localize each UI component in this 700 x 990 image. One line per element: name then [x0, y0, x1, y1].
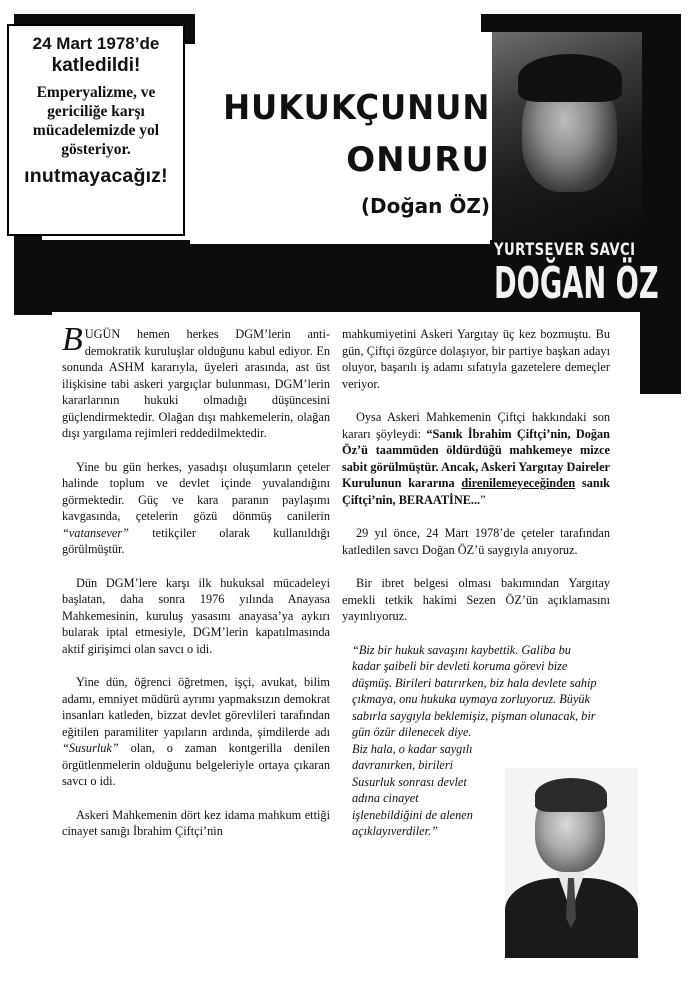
- callout-killed: katledildi!: [51, 55, 141, 76]
- paragraph-4-italic: “Susurluk”: [62, 741, 119, 755]
- paragraph-2: [62, 459, 330, 558]
- quote-line: çıkmaya, onu hukuka uymaya zorluyoruz. Büyük: [352, 692, 591, 706]
- portrait-hair: [518, 54, 622, 102]
- photo-caption: [492, 240, 659, 315]
- paragraph-r2: [342, 409, 610, 508]
- paragraph-r1: mahkumiyetini Askeri Yargıtay üç kez bozmuştu. Bu gün, Çiftçi özgürce dolaşıyor, bir partiye başkan adayı oluyor, başarılı iş adamı sıfatıyla gazetelere demeçler veriyor.: [342, 327, 610, 391]
- paragraph-r2-bold-end: sanık Çiftçi’nin, BERAATİNE...: [342, 476, 610, 507]
- paragraph-2-text-b: tetikçiler olarak kullanıldığı görülmüştür.: [62, 525, 330, 556]
- headline-line-1: HUKUKÇUNUN: [222, 88, 490, 128]
- paragraph-4-text-b: olan, o zaman kontgerilla denilen örgütlenmelerin olduğunu belgeleriyle ortaya çıkaran savcı o idi.: [62, 741, 330, 788]
- photo-caption-line-2: DOĞAN ÖZ: [494, 258, 659, 309]
- paragraph-1-text: UGÜN hemen herkes DGM’lerin anti-demokratik kuruluşlar olduğunu kabul ediyor. En sonunda ASHM kararıyla, üyeleri arasında, ast üst ilişkisine tabi askeri yargıçlar bulunması, DGM’lerin kararlarının hukuki olmadığı düşüncesini güçlendirmektedir. Olağan dışı mahkemelerin, olağan dışı yargılama rejimleri reddedilmektedir.: [62, 327, 330, 440]
- paragraph-r2-underlined: direnilemeyeceğinden: [461, 476, 576, 490]
- paragraph-1: [62, 321, 330, 442]
- article-column-right: [342, 326, 610, 840]
- headline-block: [190, 44, 490, 244]
- article-column-left: [62, 321, 330, 857]
- memorial-callout-box: [7, 24, 185, 236]
- portrait-hair: [535, 778, 607, 812]
- paragraph-5: Askeri Mahkemenin dört kez idama mahkum ettiği cinayet sanığı İbrahim Çiftçi’nin: [62, 807, 330, 838]
- quote-line: Susurluk sonrası devlet: [352, 774, 467, 789]
- headline-line-2: ONURU: [346, 140, 490, 180]
- quote-line: “Biz bir hukuk savaşını kaybettik. Galiba bu: [352, 642, 571, 657]
- paragraph-4: [62, 674, 330, 790]
- headline-subtitle: (Doğan ÖZ): [360, 194, 490, 218]
- quote-line: işlenebildiğini de alenen: [352, 807, 473, 822]
- paragraph-r4: Bir ibret belgesi olması bakımından Yargıtay emekli tetkik hakimi Sezen ÖZ’ün açıklamasını yayınlıyoruz.: [342, 576, 610, 623]
- black-frame-right: [640, 14, 681, 394]
- quote-line: kadar şaibeli bir devleti koruma görevi bize: [352, 659, 568, 673]
- paragraph-3: Dün DGM’lere karşı ilk hukuksal mücadeleyi başlatan, daha sonra 1976 yılında Anayasa Mahkemesinin, kuruluş yasasını anayasa’ya aykırı bularak iptal etmesiyle, DGM’lerin kapatılmasında aktif girişimci olan savcı o idi.: [62, 575, 330, 656]
- paragraph-r2-text: Oysa Askeri Mahkemenin Çiftçi hakkındaki son kararı şöyleydi:: [342, 410, 610, 441]
- quote-line: düşmüş. Birileri batırırken, biz hala devlete sahip: [352, 675, 597, 690]
- paragraph-2-italic: “vatansever”: [62, 525, 129, 540]
- photo-caption-line-1: YURTSEVER SAVCI: [494, 240, 636, 260]
- paragraph-r2-bold: “Sanık İbrahim Çiftçi’nin, Doğan Öz’ü taammüden öldürdüğü mahkemeye mizce sabit görülmüştür. Ancak, Askeri Yargıtay Daireler Kurulunun kararına: [342, 426, 610, 490]
- quote-line: gün özür dilenecek diye.: [352, 725, 472, 739]
- drop-cap: B: [62, 321, 83, 358]
- paragraph-2-text-a: Yine bu gün herkes, yasadışı oluşumların çeteler halinde toplum ve devlet içinde yuvalandığını görmektedir. Güç ve kara paranın paylaşımı kavgasında, çetelerin gözü dönmüş canilerin: [62, 459, 330, 523]
- callout-forget: ınutmayacağız!: [24, 165, 168, 187]
- quote-line: adına cinayet: [352, 791, 419, 805]
- portrait-photo-bottom: [505, 768, 638, 948]
- portrait-photo-top: [492, 32, 642, 240]
- callout-message: Emperyalizme, ve gericiliğe karşı mücadelemizde yol gösteriyor.: [32, 84, 160, 158]
- callout-date: 24 Mart 1978’de: [32, 34, 160, 53]
- paragraph-r3: 29 yıl önce, 24 Mart 1978’de çeteler tarafından katledilen savcı Doğan ÖZ’ü saygıyla anıyoruz.: [342, 526, 610, 557]
- quote-line: Biz hala, o kadar saygılı: [352, 741, 473, 756]
- paragraph-r2-closing-quote: ”: [480, 492, 486, 507]
- quote-line: sabırla saygıyla beklemişiz, pişman olunacak, bir: [352, 708, 596, 723]
- quote-line: açıklayıverdiler.”: [352, 824, 438, 838]
- quote-line: davranırken, birileri: [352, 758, 454, 772]
- paragraph-4-text-a: Yine dün, öğrenci öğretmen, işçi, avukat, bilim adamı, emniyet müdürü ayrımı yapmaksızın demokrat insanları katleden, bizzat devlet görevlileri tarafından eğitilen paramiliter yapıların ardında, şimdilerde adı: [62, 675, 330, 739]
